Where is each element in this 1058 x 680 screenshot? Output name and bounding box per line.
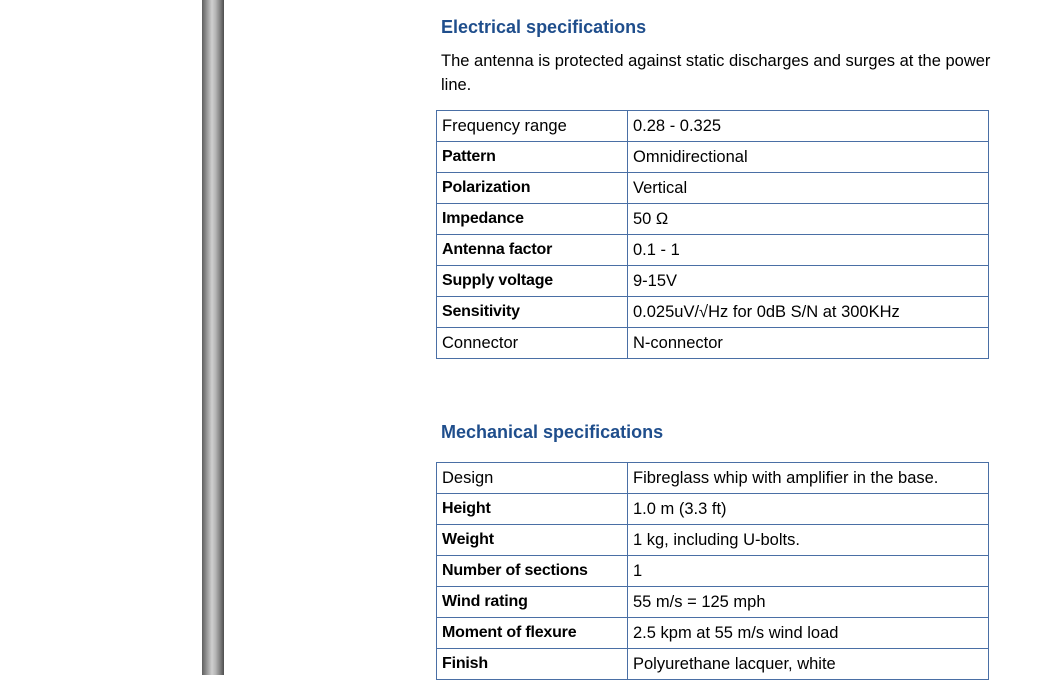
spec-label: Impedance [437,204,628,235]
spec-value: 9-15V [628,266,989,297]
table-row [437,494,989,525]
spec-value: Polyurethane lacquer, white [628,649,989,680]
spec-label: Number of sections [437,556,628,587]
spec-label: Antenna factor [437,235,628,266]
antenna-whip-image [202,0,224,675]
spec-value: 1 kg, including U-bolts. [628,525,989,556]
table-row [437,463,989,494]
table-row [437,297,989,328]
spec-label: Supply voltage [437,266,628,297]
spec-value: N-connector [628,328,989,359]
table-row [437,142,989,173]
spec-label: Weight [437,525,628,556]
spec-value: Fibreglass whip with amplifier in the base. [628,463,989,494]
spec-label: Height [437,494,628,525]
mechanical-specs-heading: Mechanical specifications [441,422,664,442]
spec-label: Connector [437,328,628,359]
electrical-specs-heading: Electrical specifications [441,17,647,37]
spec-label: Sensitivity [437,297,628,328]
spec-value: 0.28 - 0.325 [628,111,989,142]
table-row [437,111,989,142]
mechanical-specs-table [436,462,989,680]
table-row [437,266,989,297]
table-row [437,556,989,587]
electrical-intro-text: The antenna is protected against static discharges and surges at the power line. [441,52,991,94]
spec-value: 50 Ω [628,204,989,235]
spec-label: Pattern [437,142,628,173]
spec-label: Design [437,463,628,494]
spec-value: 2.5 kpm at 55 m/s wind load [628,618,989,649]
spec-label: Moment of flexure [437,618,628,649]
spec-label: Polarization [437,173,628,204]
spec-label: Wind rating [437,587,628,618]
table-row [437,173,989,204]
table-row [437,328,989,359]
spec-value: 1.0 m (3.3 ft) [628,494,989,525]
spec-label: Frequency range [437,111,628,142]
spec-value: Vertical [628,173,989,204]
spec-value: 0.025uV/√Hz for 0dB S/N at 300KHz [628,297,989,328]
table-row [437,525,989,556]
spec-value: 1 [628,556,989,587]
spec-value: Omnidirectional [628,142,989,173]
electrical-specs-table [436,110,989,359]
spec-label: Finish [437,649,628,680]
table-row [437,235,989,266]
table-row [437,204,989,235]
spec-value: 55 m/s = 125 mph [628,587,989,618]
table-row [437,587,989,618]
table-row [437,618,989,649]
spec-value: 0.1 - 1 [628,235,989,266]
